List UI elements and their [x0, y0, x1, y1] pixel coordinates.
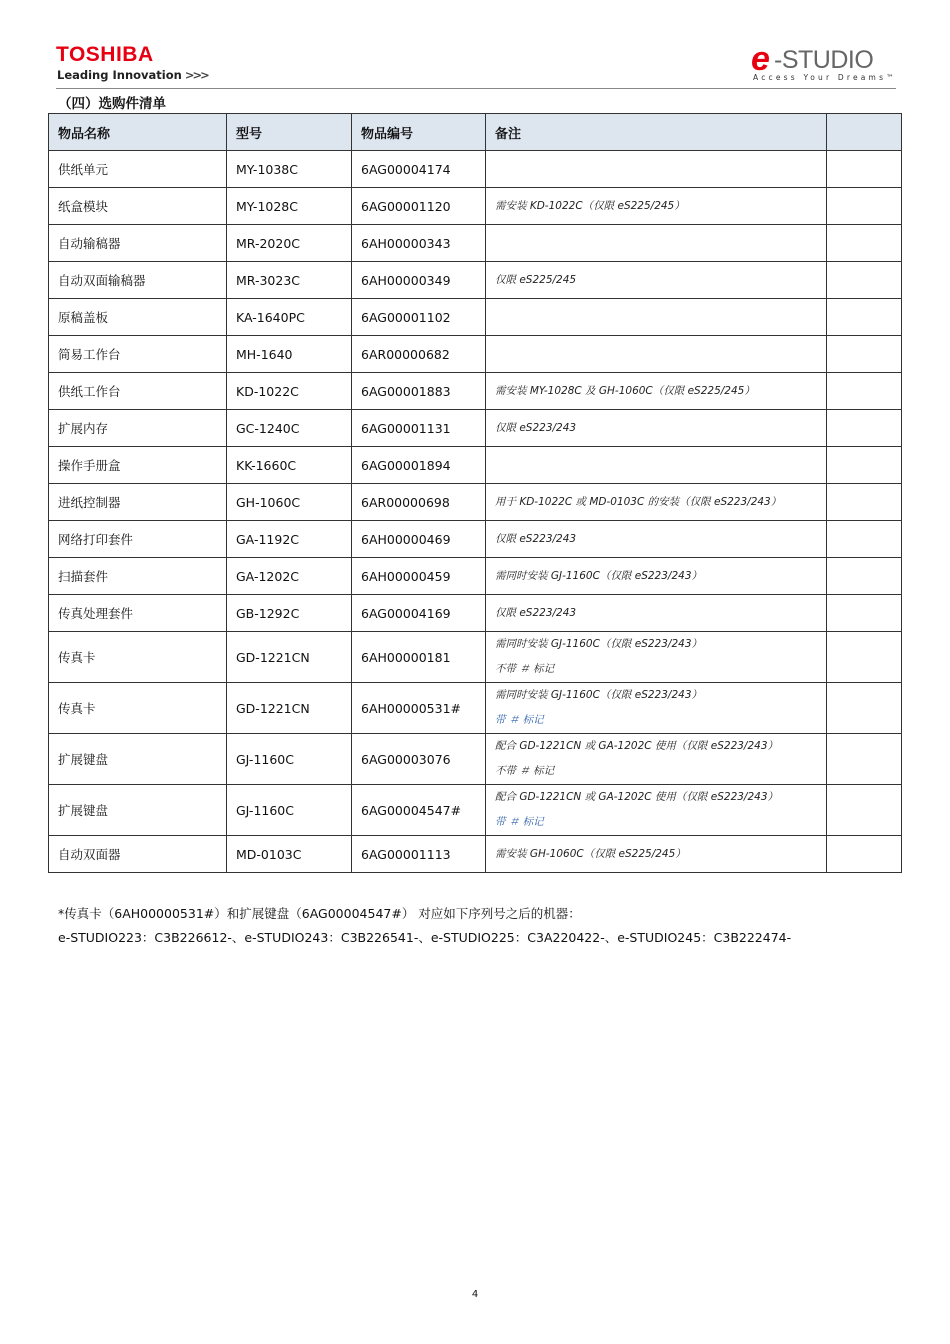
note-text: 需安装 GH-1060C（仅限 eS225/245）	[495, 847, 686, 860]
cell-model: MR-3023C	[227, 262, 352, 299]
cell-extra	[827, 410, 902, 447]
header-extra	[827, 114, 902, 151]
cell-extra	[827, 373, 902, 410]
cell-code: 6AH00000469	[352, 521, 486, 558]
note-text: 需安装 KD-1022C（仅限 eS225/245）	[495, 199, 685, 212]
cell-note	[486, 225, 827, 262]
table-row	[49, 262, 902, 299]
note-mark-text: 带 ＃ 标记	[495, 816, 544, 828]
table-row	[49, 484, 902, 521]
cell-model: GD-1221CN	[227, 683, 352, 734]
table-row	[49, 734, 902, 785]
cell-extra	[827, 151, 902, 188]
table-row	[49, 632, 902, 683]
cell-note	[486, 373, 827, 410]
cell-extra	[827, 447, 902, 484]
note-text: 仅限 eS225/245	[495, 273, 577, 286]
cell-code: 6AG00003076	[352, 734, 486, 785]
cell-note	[486, 336, 827, 373]
estudio-logo	[751, 40, 896, 88]
table-row	[49, 410, 902, 447]
page-header	[56, 40, 897, 90]
note-mark-text: 不带 ＃ 标记	[495, 765, 555, 777]
cell-code: 6AH00000181	[352, 632, 486, 683]
cell-extra	[827, 336, 902, 373]
table-row	[49, 336, 902, 373]
cell-code: 6AG00001131	[352, 410, 486, 447]
cell-model: MR-2020C	[227, 225, 352, 262]
cell-model: GH-1060C	[227, 484, 352, 521]
footnote-line-2: e-STUDIO223：C3B226612-、e-STUDIO243：C3B226541-、e-STUDIO225：C3A220422-、e-STUDIO245：C3B222474-	[58, 930, 792, 945]
cell-extra	[827, 521, 902, 558]
note-text: 需同时安装 GJ-1160C（仅限 eS223/243）	[495, 689, 702, 701]
cell-model: MD-0103C	[227, 836, 352, 873]
cell-extra	[827, 225, 902, 262]
cell-extra	[827, 836, 902, 873]
cell-note	[486, 595, 827, 632]
cell-model: GB-1292C	[227, 595, 352, 632]
cell-model: KK-1660C	[227, 447, 352, 484]
cell-note	[486, 447, 827, 484]
cell-extra	[827, 632, 902, 683]
cell-extra	[827, 683, 902, 734]
cell-code: 6AG00001883	[352, 373, 486, 410]
cell-model: GC-1240C	[227, 410, 352, 447]
cell-model: MY-1028C	[227, 188, 352, 225]
header-item-name: 物品名称	[49, 114, 227, 151]
table-row	[49, 151, 902, 188]
cell-note	[486, 683, 827, 734]
header-model: 型号	[227, 114, 352, 151]
cell-name: 自动双面输稿器	[49, 262, 227, 299]
estudio-logo-e: e	[751, 40, 770, 78]
table-row	[49, 558, 902, 595]
cell-name: 原稿盖板	[49, 299, 227, 336]
cell-code: 6AH00000459	[352, 558, 486, 595]
table-row	[49, 373, 902, 410]
table-row	[49, 836, 902, 873]
cell-name: 扫描套件	[49, 558, 227, 595]
cell-name: 进纸控制器	[49, 484, 227, 521]
cell-name: 扩展内存	[49, 410, 227, 447]
tagline-arrows: >>>	[184, 68, 208, 82]
table-row	[49, 521, 902, 558]
cell-extra	[827, 785, 902, 836]
cell-note	[486, 151, 827, 188]
footnote	[58, 902, 791, 950]
cell-note	[486, 558, 827, 595]
cell-note	[486, 785, 827, 836]
tagline-text: Leading Innovation	[57, 68, 182, 82]
cell-name: 自动双面器	[49, 836, 227, 873]
cell-model: GJ-1160C	[227, 734, 352, 785]
table-row	[49, 595, 902, 632]
cell-note	[486, 484, 827, 521]
cell-name: 扩展键盘	[49, 785, 227, 836]
cell-note	[486, 521, 827, 558]
cell-note	[486, 262, 827, 299]
cell-extra	[827, 262, 902, 299]
cell-name: 供纸工作台	[49, 373, 227, 410]
header-code: 物品编号	[352, 114, 486, 151]
note-text: 仅限 eS223/243	[495, 532, 577, 545]
note-text: 需同时安装 GJ-1160C（仅限 eS223/243）	[495, 638, 702, 650]
options-table	[48, 113, 902, 873]
cell-name: 扩展键盘	[49, 734, 227, 785]
cell-code: 6AH00000343	[352, 225, 486, 262]
page-number: 4	[471, 1289, 479, 1300]
cell-model: MH-1640	[227, 336, 352, 373]
cell-extra	[827, 734, 902, 785]
footnote-line-1: *传真卡（6AH00000531#）和扩展键盘（6AG00004547#） 对应如下序列号之后的机器：	[58, 906, 581, 921]
cell-name: 自动输稿器	[49, 225, 227, 262]
cell-code: 6AG00004174	[352, 151, 486, 188]
cell-note	[486, 836, 827, 873]
note-text: 需同时安装 GJ-1160C（仅限 eS223/243）	[495, 569, 702, 582]
cell-note	[486, 410, 827, 447]
cell-name: 传真卡	[49, 632, 227, 683]
cell-note	[486, 299, 827, 336]
cell-model: KA-1640PC	[227, 299, 352, 336]
cell-model: GD-1221CN	[227, 632, 352, 683]
cell-extra	[827, 188, 902, 225]
toshiba-tagline	[57, 68, 208, 82]
header-remarks: 备注	[486, 114, 827, 151]
table-header-row	[49, 114, 902, 151]
table-row	[49, 683, 902, 734]
table-row	[49, 299, 902, 336]
cell-extra	[827, 595, 902, 632]
table-row	[49, 225, 902, 262]
note-mark-text: 带 ＃ 标记	[495, 714, 544, 726]
note-text: 仅限 eS223/243	[495, 421, 577, 434]
table-row	[49, 785, 902, 836]
cell-code: 6AH00000531#	[352, 683, 486, 734]
cell-extra	[827, 484, 902, 521]
note-text: 配合 GD-1221CN 或 GA-1202C 使用（仅限 eS223/243）	[495, 740, 779, 752]
table-row	[49, 447, 902, 484]
cell-name: 传真处理套件	[49, 595, 227, 632]
section-title: （四）选购件清单	[58, 96, 166, 112]
note-text: 配合 GD-1221CN 或 GA-1202C 使用（仅限 eS223/243）	[495, 791, 779, 803]
cell-note	[486, 734, 827, 785]
cell-name: 操作手册盒	[49, 447, 227, 484]
cell-name: 传真卡	[49, 683, 227, 734]
cell-note	[486, 632, 827, 683]
cell-name: 纸盒模块	[49, 188, 227, 225]
cell-note	[486, 188, 827, 225]
toshiba-logo: TOSHIBA	[56, 43, 154, 66]
cell-code: 6AR00000698	[352, 484, 486, 521]
cell-code: 6AR00000682	[352, 336, 486, 373]
cell-model: KD-1022C	[227, 373, 352, 410]
estudio-tagline: Access Your Dreams™	[753, 73, 897, 82]
cell-model: MY-1038C	[227, 151, 352, 188]
cell-name: 供纸单元	[49, 151, 227, 188]
cell-code: 6AG00004547#	[352, 785, 486, 836]
cell-code: 6AG00001102	[352, 299, 486, 336]
table-row	[49, 188, 902, 225]
estudio-logo-text: -STUDIO	[774, 46, 874, 74]
cell-code: 6AG00004169	[352, 595, 486, 632]
cell-model: GA-1202C	[227, 558, 352, 595]
header-divider	[56, 88, 896, 89]
note-mark-text: 不带 ＃ 标记	[495, 663, 555, 675]
cell-name: 网络打印套件	[49, 521, 227, 558]
cell-model: GA-1192C	[227, 521, 352, 558]
cell-name: 简易工作台	[49, 336, 227, 373]
note-text: 用于 KD-1022C 或 MD-0103C 的安装（仅限 eS223/243）	[495, 495, 782, 508]
cell-model: GJ-1160C	[227, 785, 352, 836]
cell-code: 6AG00001113	[352, 836, 486, 873]
note-text: 仅限 eS223/243	[495, 606, 577, 619]
cell-code: 6AG00001120	[352, 188, 486, 225]
cell-extra	[827, 558, 902, 595]
cell-code: 6AH00000349	[352, 262, 486, 299]
cell-code: 6AG00001894	[352, 447, 486, 484]
note-text: 需安装 MY-1028C 及 GH-1060C（仅限 eS225/245）	[495, 384, 755, 397]
cell-extra	[827, 299, 902, 336]
